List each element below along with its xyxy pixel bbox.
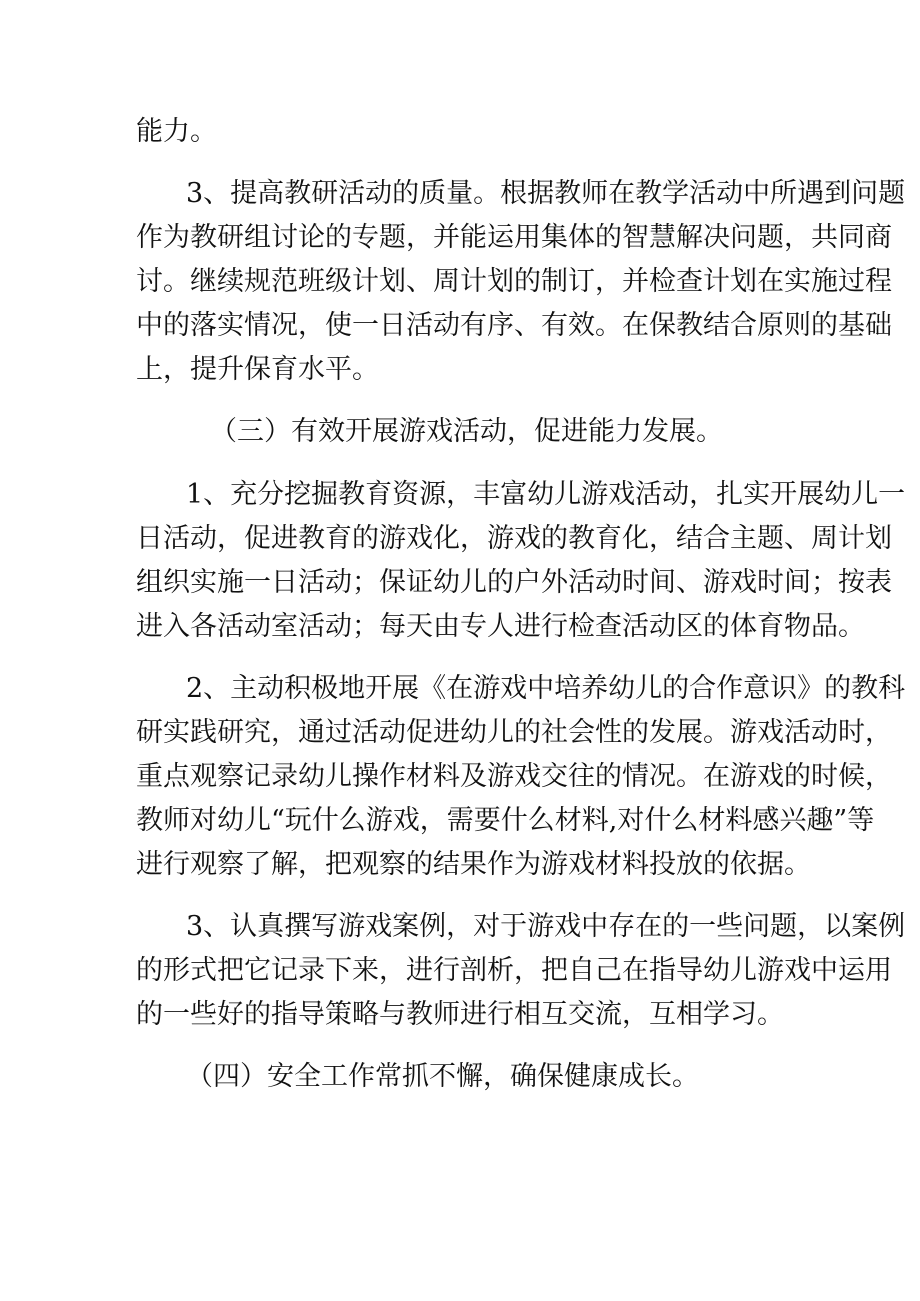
paragraph-line: 的形式把它记录下来，进行剖析，把自己在指导幼儿游戏中运用 [136,955,892,986]
paragraph-line: 能力。 [136,116,217,147]
paragraph-line: 中的落实情况，使一日活动有序、有效。在保教结合原则的基础 [136,310,892,341]
paragraph-line: 1、充分挖掘教育资源，丰富幼儿游戏活动，扎实开展幼儿一 [186,479,906,510]
paragraph-line: 3、认真撰写游戏案例，对于游戏中存在的一些问题，以案例 [186,911,906,942]
paragraph-line: 讨。继续规范班级计划、周计划的制订，并检查计划在实施过程 [136,266,892,297]
paragraph-line: 组织实施一日活动；保证幼儿的户外活动时间、游戏时间；按表 [136,567,892,598]
paragraph-line: 进行观察了解，把观察的结果作为游戏材料投放的依据。 [136,849,811,880]
paragraph-line: 重点观察记录幼儿操作材料及游戏交往的情况。在游戏的时候， [136,761,892,792]
paragraph-line: 进入各活动室活动；每天由专人进行检查活动区的体育物品。 [136,611,865,642]
section-heading: （四）安全工作常抓不懈，确保健康成长。 [186,1061,699,1092]
paragraph-line: 日活动，促进教育的游戏化，游戏的教育化，结合主题、周计划 [136,523,892,554]
paragraph-line: 3、提高教研活动的质量。根据教师在教学活动中所遇到问题 [186,178,906,209]
paragraph-line: 作为教研组讨论的专题，并能运用集体的智慧解决问题，共同商 [136,222,892,253]
paragraph-line: 教师对幼儿“玩什么游戏，需要什么材料,对什么材料感兴趣”等 [136,805,875,836]
paragraph-line: 研实践研究，通过活动促进幼儿的社会性的发展。游戏活动时， [136,717,892,748]
paragraph-line: 2、主动积极地开展《在游戏中培养幼儿的合作意识》的教科 [186,673,906,704]
section-heading: （三）有效开展游戏活动，促进能力发展。 [210,416,723,447]
paragraph-line: 的一些好的指导策略与教师进行相互交流，互相学习。 [136,999,784,1030]
paragraph-line: 上，提升保育水平。 [136,354,379,385]
